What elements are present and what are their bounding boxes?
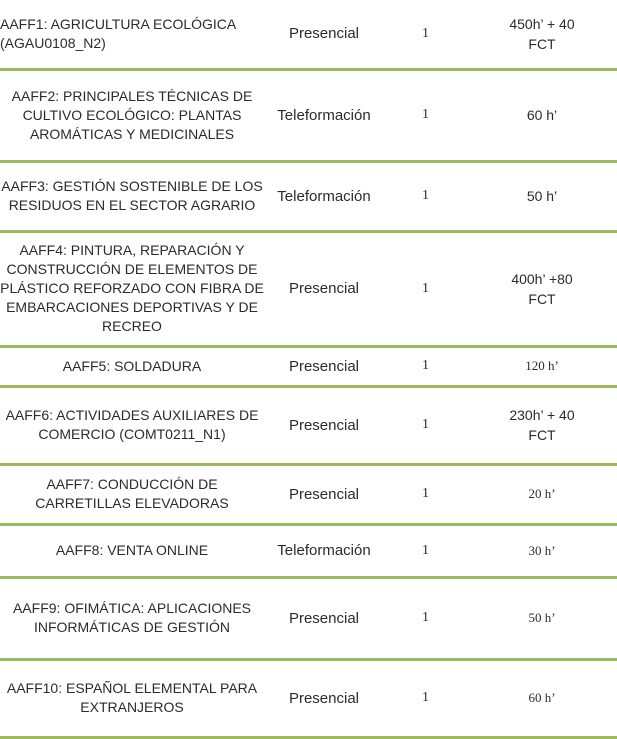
course-count: 1 [384,386,467,464]
course-hours: 60 h’ [467,659,617,737]
course-mode: Teleformación [264,69,384,161]
course-count: 1 [384,161,467,231]
course-hours: 30 h’ [467,524,617,577]
course-mode: Teleformación [264,161,384,231]
course-count: 1 [384,0,467,69]
course-mode: Teleformación [264,524,384,577]
course-name: AAFF8: VENTA ONLINE [0,524,264,577]
table-row [0,161,617,231]
course-name: AAFF7: CONDUCCIÓN DE CARRETILLAS ELEVADORAS [0,464,264,524]
course-hours: 120 h’ [467,346,617,386]
course-mode: Presencial [264,577,384,659]
course-hours: 450h’ + 40 FCT [467,0,617,69]
course-hours: 230h’ + 40 FCT [467,386,617,464]
course-count: 1 [384,231,467,346]
course-hours: 50 h’ [467,577,617,659]
course-name: AAFF4: PINTURA, REPARACIÓN Y CONSTRUCCIÓN DE ELEMENTOS DE PLÁSTICO REFORZADO CON FIBRA DE EMBARCACIONES DEPORTIVAS Y DE RECREO [0,231,264,346]
course-name: AAFF9: OFIMÁTICA: APLICACIONES INFORMÁTICAS DE GESTIÓN [0,577,264,659]
course-count: 1 [384,69,467,161]
table-row [0,577,617,659]
table-row [0,386,617,464]
course-name: AAFF10: ESPAÑOL ELEMENTAL PARA EXTRANJEROS [0,659,264,737]
course-mode: Presencial [264,464,384,524]
course-count: 1 [384,464,467,524]
course-name: AAFF5: SOLDADURA [0,346,264,386]
table-row [0,659,617,737]
course-count: 1 [384,524,467,577]
course-count: 1 [384,659,467,737]
course-mode: Presencial [264,386,384,464]
table-row [0,0,617,69]
course-hours: 20 h’ [467,464,617,524]
course-mode: Presencial [264,231,384,346]
table-row [0,524,617,577]
course-hours: 60 h’ [467,69,617,161]
course-name: AAFF1: AGRICULTURA ECOLÓGICA (AGAU0108_N2) [0,0,264,69]
course-mode: Presencial [264,346,384,386]
course-name: AAFF3: GESTIÓN SOSTENIBLE DE LOS RESIDUOS EN EL SECTOR AGRARIO [0,161,264,231]
course-count: 1 [384,577,467,659]
course-mode: Presencial [264,659,384,737]
table-row [0,69,617,161]
course-mode: Presencial [264,0,384,69]
course-name: AAFF2: PRINCIPALES TÉCNICAS DE CULTIVO ECOLÓGICO: PLANTAS AROMÁTICAS Y MEDICINALES [0,69,264,161]
course-hours: 50 h’ [467,161,617,231]
table-row [0,346,617,386]
table-row [0,464,617,524]
table-row [0,231,617,346]
course-name: AAFF6: ACTIVIDADES AUXILIARES DE COMERCIO (COMT0211_N1) [0,386,264,464]
course-hours: 400h’ +80 FCT [467,231,617,346]
course-count: 1 [384,346,467,386]
